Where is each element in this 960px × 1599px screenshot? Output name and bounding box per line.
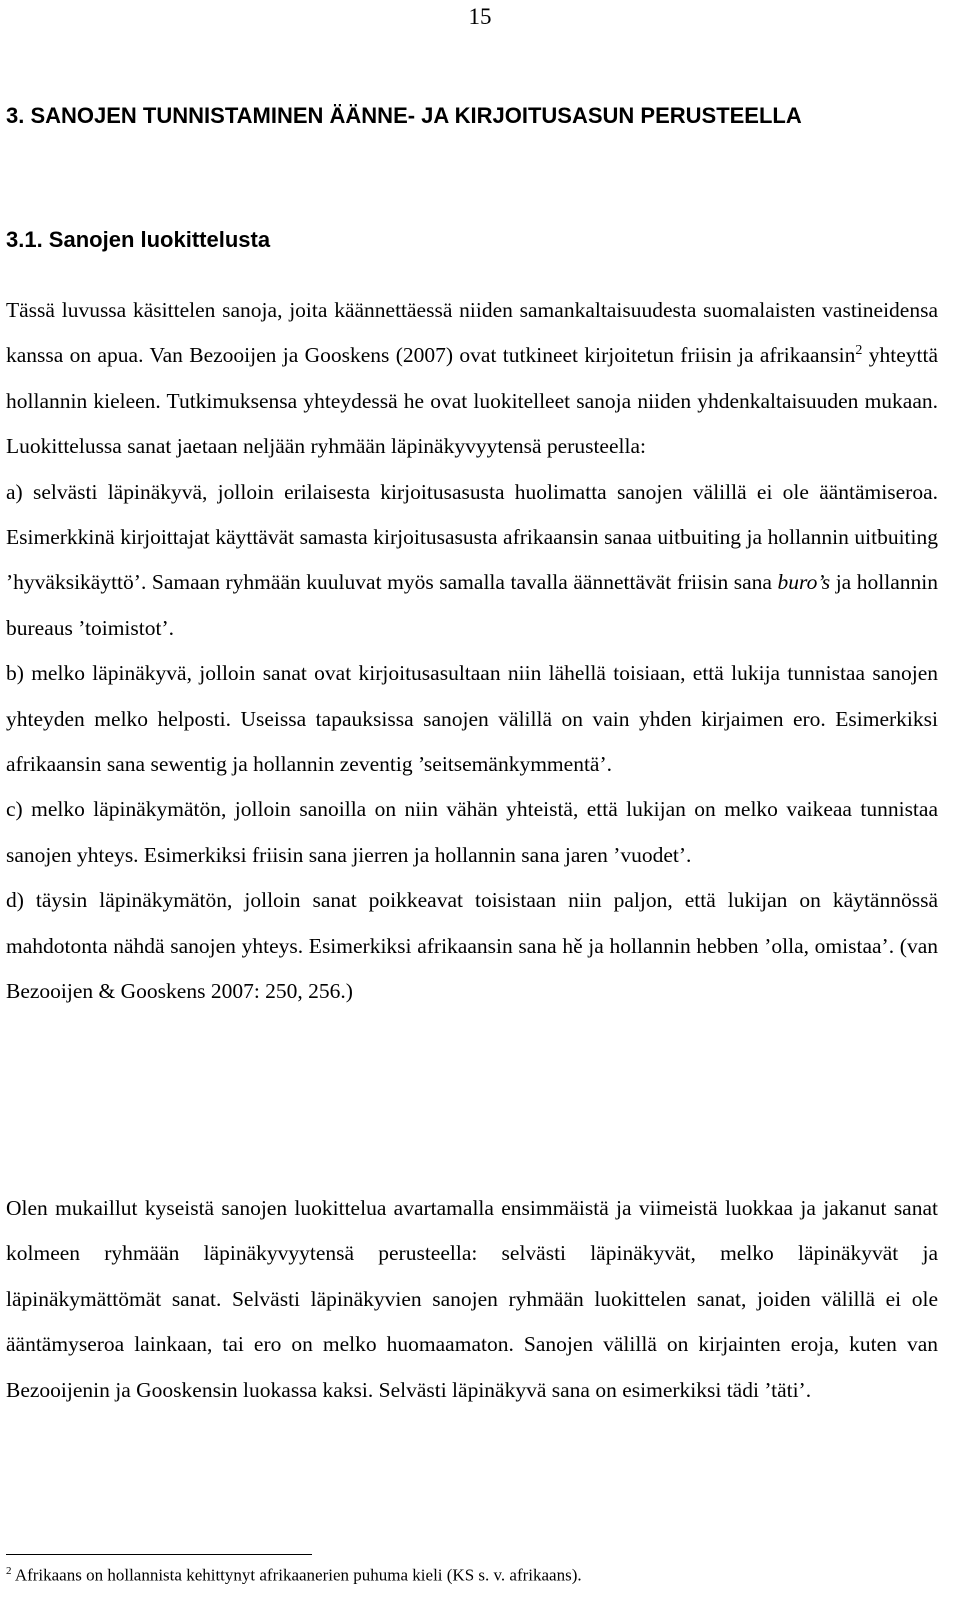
- footnote: [6, 1565, 582, 1586]
- paragraph-2-text: Olen mukaillut kyseistä sanojen luokittelua avartamalla ensimmäistä ja viimeistä luokkaa ja jakanut sanat kolmeen ryhmään läpinäkyvyytensä perusteella: selvästi läpinäkyvät, melko läpinäkyvät ja läpinäkymättömät sanat. Selvästi läpinäkyvien sanojen ryhmään luokittelen sanat, joiden välillä ei ole ääntämyseroa lainkaan, tai ero on melko huomaamaton. Sanojen välillä on kirjainten eroja, kuten van Bezooijenin ja Gooskensin luokassa kaksi. Selvästi läpinäkyvä sana on esimerkiksi tädi ’täti’.: [6, 1196, 938, 1402]
- body-paragraph-1: [6, 288, 938, 1015]
- footnote-marker: 2: [6, 1565, 12, 1577]
- list-item-d: d) täysin läpinäkymätön, jolloin sanat poikkeavat toisistaan niin paljon, että lukijan on käytännössä mahdotonta nähdä sanojen yhteys. Esimerkiksi afrikaansin sana hě ja hollannin hebben ’olla, omistaa’. (van Bezooijen & Gooskens 2007: 250, 256.): [6, 888, 938, 1004]
- chapter-title: 3. SANOJEN TUNNISTAMINEN ÄÄNNE- JA KIRJOITUSASUN PERUSTEELLA: [6, 103, 802, 128]
- intro-part-1: Tässä luvussa käsittelen sanoja, joita käännettäessä niiden samankaltaisuudesta suomalaisten vastineidensa kanssa on apua. Van Bezooijen ja Gooskens (2007) ovat tutkineet kirjoitetun friisin ja afrikaansin: [6, 298, 938, 368]
- item-a-part-2: ja hollannin bureaus ’toimistot’.: [6, 570, 939, 640]
- list-item-b: b) melko läpinäkyvä, jolloin sanat ovat kirjoitusasultaan niin lähellä toisiaan, että lukija tunnistaa sanojen yhteyden melko helposti. Useissa tapauksissa sanojen välillä on vain yhden kirjaimen ero. Esimerkiksi afrikaansin sana sewentig ja hollannin zeventig ’seitsemänkymmentä’.: [6, 661, 938, 777]
- item-a-part-1: a) selvästi läpinäkyvä, jolloin erilaisesta kirjoitusasusta huolimatta sanojen välillä ei ole ääntämiseroa. Esimerkkinä kirjoittajat käyttävät samasta kirjoitusasusta afrikaansin sanaa uitbuiting ja hollannin uitbuiting ’hyväksikäyttö’. Samaan ryhmään kuuluvat myös samalla tavalla äännettävät friisin sana: [6, 479, 938, 595]
- intro-part-2: yhteyttä hollannin kieleen. Tutkimuksensa yhteydessä he ovat luokitelleet sanoja niiden yhdenkaltaisuuden mukaan. Luokittelussa sanat jaetaan neljään ryhmään läpinäkyvyytensä perusteella:: [6, 343, 938, 459]
- body-paragraph-2: [6, 1186, 938, 1413]
- footnote-text: Afrikaans on hollannista kehittynyt afrikaanerien puhuma kieli (KS s. v. afrikaans).: [14, 1565, 582, 1585]
- intro-text: [6, 288, 938, 470]
- page-number: 15: [468, 4, 492, 29]
- footnote-reference[interactable]: 2: [855, 343, 863, 359]
- list-item-a: [6, 470, 938, 652]
- item-a-italic-word: buro’s: [777, 570, 831, 595]
- list-item-c: c) melko läpinäkymätön, jolloin sanoilla on niin vähän yhteistä, että lukijan on melko vaikeaa tunnistaa sanojen yhteys. Esimerkiksi friisin sana jierren ja hollannin sana jaren ’vuodet’.: [6, 797, 938, 867]
- section-title: 3.1. Sanojen luokittelusta: [6, 227, 271, 252]
- footnote-divider: [6, 1554, 312, 1555]
